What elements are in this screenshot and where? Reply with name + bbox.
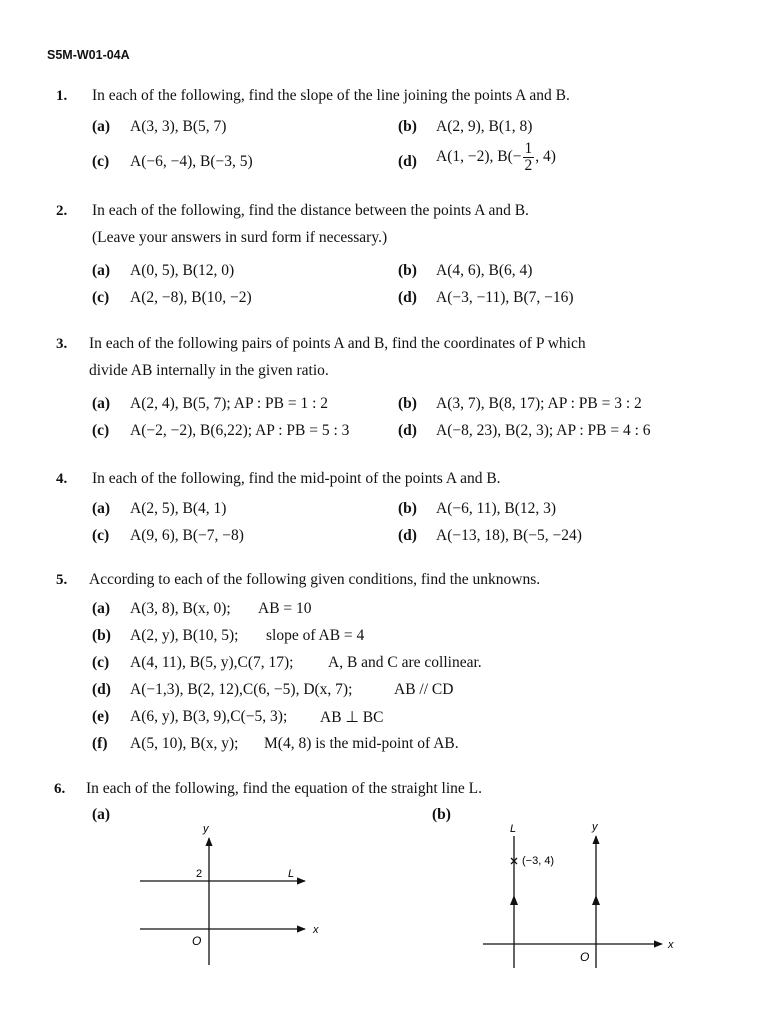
y-intercept-label: 2 — [196, 868, 203, 880]
part-label: (d) — [398, 153, 417, 170]
part-text: A(−8, 23), B(2, 3); AP : PB = 4 : 6 — [436, 422, 651, 439]
part-text: A(2, 5), B(4, 1) — [130, 500, 227, 517]
origin-label: O — [580, 950, 590, 964]
part-text: A(−3, −11), B(7, −16) — [436, 289, 574, 306]
part-label: (b) — [398, 500, 417, 517]
part-text: A(6, y), B(3, 9),C(−5, 3); — [130, 708, 288, 725]
question-number: 6. — [54, 781, 66, 797]
part-text: A(5, 10), B(x, y); — [130, 735, 239, 752]
part-label: (d) — [398, 527, 417, 544]
origin-label: O — [192, 934, 202, 948]
question-number: 2. — [56, 203, 68, 219]
part-text: A(2, y), B(10, 5); — [130, 627, 239, 644]
part-label: (b) — [92, 627, 111, 644]
question-text: According to each of the following given conditions, find the unknowns. — [89, 571, 541, 588]
part-label: (c) — [92, 527, 110, 544]
part-label: (d) — [92, 681, 111, 698]
part-text: A(−1,3), B(2, 12),C(6, −5), D(x, 7); — [130, 681, 353, 698]
part-label: (c) — [92, 289, 110, 306]
question-number: 3. — [56, 336, 68, 352]
part-label: (e) — [92, 708, 110, 725]
part-label: (a) — [92, 500, 111, 517]
part-label: (c) — [92, 422, 110, 439]
part-text: A(4, 6), B(6, 4) — [436, 262, 533, 279]
part-label: (f) — [92, 735, 108, 752]
part-text: A(2, 9), B(1, 8) — [436, 118, 533, 135]
part-label: (d) — [398, 422, 417, 439]
line-l-arrow — [510, 895, 518, 905]
y-axis-label: y — [592, 821, 598, 833]
y-axis-label: y — [203, 823, 209, 835]
part-text: A(3, 7), B(8, 17); AP : PB = 3 : 2 — [436, 395, 642, 412]
part-label: (a) — [92, 262, 111, 279]
question-text: In each of the following pairs of points A and B, find the coordinates of P which — [89, 335, 586, 352]
part-text: A(0, 5), B(12, 0) — [130, 262, 235, 279]
part-text: A(2, 4), B(5, 7); AP : PB = 1 : 2 — [130, 395, 329, 412]
question-number: 4. — [56, 471, 68, 487]
part-text: A(−6, 11), B(12, 3) — [436, 500, 557, 517]
fraction-numerator: 1 — [524, 139, 533, 157]
question-text: In each of the following, find the distance between the points A and B. — [92, 202, 529, 219]
x-axis-label: x — [313, 924, 319, 936]
part-condition: A, B and C are collinear. — [328, 654, 482, 671]
line-label: L — [510, 823, 517, 835]
line-label: L — [288, 868, 295, 880]
y-axis-mid-arrow — [592, 895, 600, 905]
part-label: (b) — [398, 262, 417, 279]
part-condition: M(4, 8) is the mid-point of AB. — [264, 735, 459, 752]
part-condition: AB // CD — [394, 681, 454, 698]
part-text: A(−6, −4), B(−3, 5) — [130, 153, 253, 170]
part-condition: slope of AB = 4 — [266, 627, 365, 644]
part-label: (d) — [398, 289, 417, 306]
question-number: 5. — [56, 572, 68, 588]
part-label: (a) — [92, 806, 111, 823]
part-label: (b) — [398, 395, 417, 412]
document-code: S5M-W01-04A — [47, 48, 130, 62]
part-label: (b) — [432, 806, 451, 823]
part-text: A(3, 3), B(5, 7) — [130, 118, 227, 135]
fraction-denominator: 2 — [524, 156, 533, 174]
part-text: A(−13, 18), B(−5, −24) — [436, 527, 582, 544]
question-text: In each of the following, find the mid-point of the points A and B. — [92, 470, 501, 487]
question-text: divide AB internally in the given ratio. — [89, 362, 329, 379]
part-text: A(4, 11), B(5, y),C(7, 17); — [130, 654, 294, 671]
part-label: (c) — [92, 153, 110, 170]
part-text: A(−2, −2), B(6,22); AP : PB = 5 : 3 — [130, 422, 350, 439]
question-number: 1. — [56, 88, 68, 104]
point-label: (−3, 4) — [522, 855, 555, 867]
part-text: A(2, −8), B(10, −2) — [130, 289, 252, 306]
part-label: (a) — [92, 395, 111, 412]
part-text: A(9, 6), B(−7, −8) — [130, 527, 244, 544]
x-axis-label: x — [668, 939, 674, 951]
question-text: In each of the following, find the equation of the straight line L. — [86, 780, 482, 797]
part-label: (c) — [92, 654, 110, 671]
part-text: A(1, −2), B(− — [436, 148, 522, 165]
part-text: , 4) — [535, 148, 556, 165]
question-text: (Leave your answers in surd form if necessary.) — [92, 229, 388, 246]
part-label: (a) — [92, 118, 111, 135]
part-condition: AB ⊥ BC — [320, 709, 384, 726]
part-text: A(3, 8), B(x, 0); — [130, 600, 231, 617]
part-label: (a) — [92, 600, 111, 617]
part-label: (b) — [398, 118, 417, 135]
question-text: In each of the following, find the slope of the line joining the points A and B. — [92, 87, 570, 104]
part-condition: AB = 10 — [258, 600, 312, 617]
